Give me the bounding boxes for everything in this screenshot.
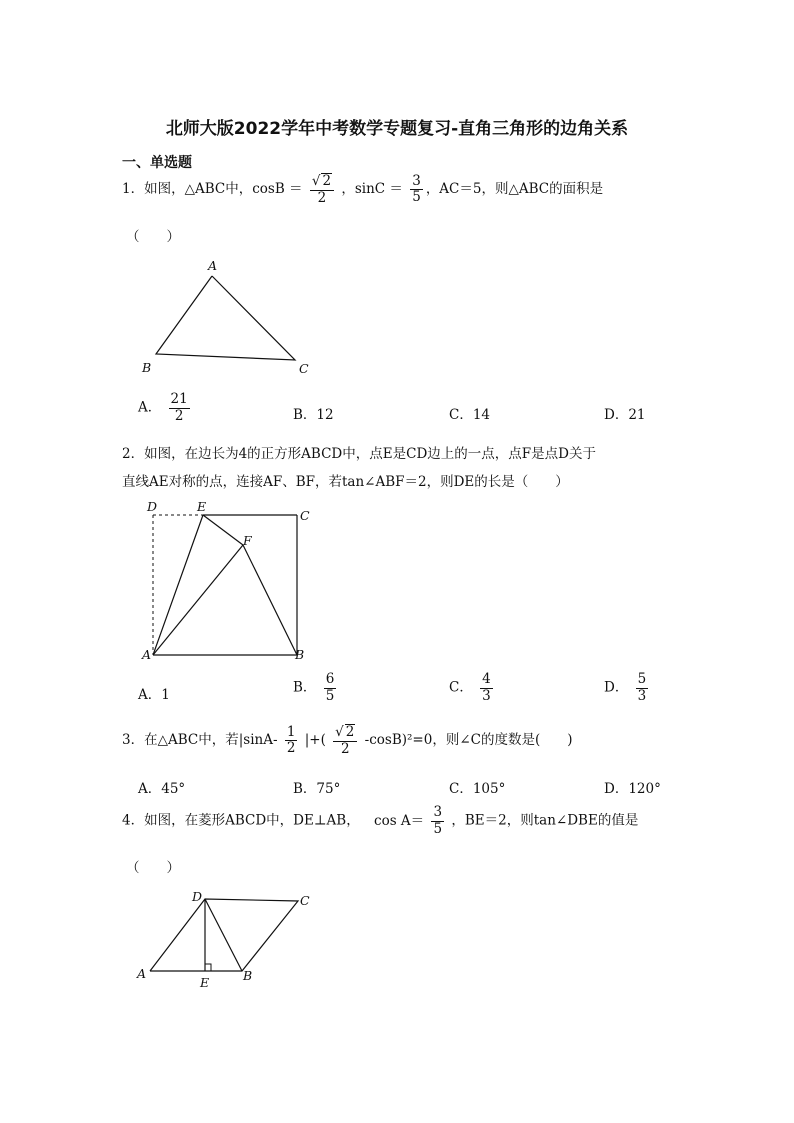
vertex-label-e: E xyxy=(197,499,207,514)
option-d[interactable]: D． $\frac{5}{3}$ xyxy=(604,671,647,704)
question-3-stem xyxy=(122,724,573,757)
option-b[interactable]: B．75° xyxy=(293,781,341,797)
question-text: 如图，在边长为4的正方形ABCD中，点E是CD边上的一点，点F是点D关于 xyxy=(144,446,596,462)
root2-half-fraction: $\frac{√ 2}{2}$ xyxy=(333,724,357,757)
option-d[interactable]: D．21 xyxy=(604,407,646,423)
answer-paren: （ ） xyxy=(126,229,180,245)
option-c[interactable]: C．105° xyxy=(449,781,506,797)
vertex-label-a: A xyxy=(208,258,218,273)
section-heading: 一、单选题 xyxy=(122,155,192,171)
question-number: 4． xyxy=(122,812,145,829)
rhombus-abcd-figure xyxy=(134,884,324,994)
triangle-abc-figure xyxy=(138,256,318,381)
option-b[interactable]: B．12 xyxy=(293,407,334,423)
vertex-label-d: D xyxy=(192,889,203,904)
question-2-line-1 xyxy=(122,442,596,462)
square-abcd-figure xyxy=(140,498,320,666)
option-a[interactable]: A．1 xyxy=(138,687,170,703)
question-text: -cosB)²=0，则∠C的度数是( ) xyxy=(364,732,573,749)
question-text: ，BE＝2，则tan∠DBE的值是 xyxy=(451,812,639,829)
page-title: 北师大版2022学年中考数学专题复习-直角三角形的边角关系 xyxy=(165,119,629,139)
question-2-line-2: 直线AE对称的点，连接AF、BF，若tan∠ABF＝2，则DE的长是（ ） xyxy=(122,474,569,490)
vertex-label-a: A xyxy=(137,966,147,981)
question-number: 2． xyxy=(122,446,145,462)
vertex-label-d: D xyxy=(147,499,158,514)
option-c[interactable]: C．14 xyxy=(449,407,491,423)
question-text: 如图，在菱形ABCD中，DE⊥AB， xyxy=(144,812,360,829)
vertex-label-f: F xyxy=(243,533,252,548)
vertex-label-b: B xyxy=(295,647,305,662)
question-text: 如图，△ABC中，cosB ＝ xyxy=(144,181,303,198)
cosa-fraction: $\frac{3}{5}$ xyxy=(433,804,443,837)
half-fraction: $\frac{1}{2}$ xyxy=(286,723,296,757)
option-c[interactable]: C． $\frac{4}{3}$ xyxy=(449,671,491,704)
option-d[interactable]: D．120° xyxy=(604,781,661,797)
vertex-label-c: C xyxy=(300,508,310,523)
question-1-stem xyxy=(122,173,603,206)
question-number: 3． xyxy=(122,732,145,749)
option-a[interactable]: A． $\frac{21}{2}$ xyxy=(138,391,188,424)
vertex-label-b: B xyxy=(142,360,152,375)
question-text: ，AC＝5，则△ABC的面积是 xyxy=(425,181,604,198)
option-b[interactable]: B． $\frac{6}{5}$ xyxy=(293,671,335,704)
question-4-stem xyxy=(122,805,638,837)
sinc-fraction: $\frac{3}{5}$ xyxy=(412,172,421,206)
cosb-fraction: $\frac{√ 2}{2}$ xyxy=(310,173,334,206)
question-text: |+( xyxy=(304,732,326,749)
vertex-label-c: C xyxy=(299,361,309,376)
question-number: 1． xyxy=(122,181,145,198)
vertex-label-a: A xyxy=(142,647,152,662)
vertex-label-e: E xyxy=(200,975,210,990)
question-text: ，sinC ＝ xyxy=(341,181,403,198)
question-text: 在△ABC中，若|sinA- xyxy=(144,732,278,749)
option-a[interactable]: A．45° xyxy=(138,781,186,797)
cosa-label: cos A＝ xyxy=(374,812,425,829)
vertex-label-b: B xyxy=(243,968,253,983)
answer-paren: （ ） xyxy=(126,860,180,876)
vertex-label-c: C xyxy=(300,893,310,908)
